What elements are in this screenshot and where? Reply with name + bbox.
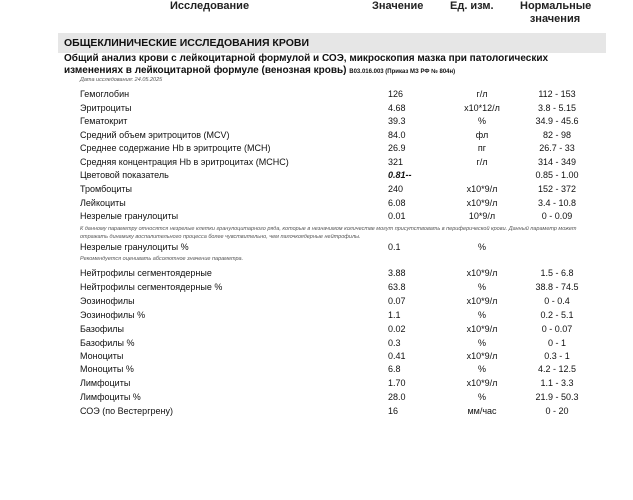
row-name: Средняя концентрация Hb в эритроцитах (MCHC) bbox=[80, 156, 289, 167]
row-value: 28.0 bbox=[388, 392, 406, 402]
row-name: Лимфоциты % bbox=[80, 392, 141, 402]
row-norm: 0 - 0.4 bbox=[544, 296, 570, 306]
row-unit: x10*9/л bbox=[466, 268, 498, 278]
row-name: Лимфоциты bbox=[80, 378, 131, 388]
table-row bbox=[0, 363, 633, 376]
row-norm: 1.1 - 3.3 bbox=[540, 378, 574, 388]
row-norm: 0 - 0.07 bbox=[541, 324, 573, 334]
table-row bbox=[0, 405, 633, 418]
test-title-text: Общий анализ крови с лейкоцитарной формулой и СОЭ, микроскопия мазка при патологических изменениях в лейкоцитарной формуле (венозная кровь) bbox=[64, 53, 549, 76]
test-code: B03.016.003 (Приказ МЗ РФ № 804н) bbox=[349, 69, 456, 75]
row-value-flagged: 0.81-- bbox=[388, 170, 412, 180]
test-title bbox=[64, 53, 609, 78]
row-unit: % bbox=[477, 116, 486, 126]
row-name: СОЭ (по Вестергрену) bbox=[80, 406, 173, 416]
row-value: 0.07 bbox=[388, 296, 406, 306]
table-row bbox=[0, 267, 633, 280]
row-unit: x10*9/л bbox=[466, 351, 498, 361]
row-name: Эритроциты bbox=[80, 102, 132, 113]
row-unit: % bbox=[477, 364, 486, 374]
row-unit: % bbox=[477, 282, 486, 292]
table-row bbox=[0, 323, 633, 336]
row-unit: % bbox=[477, 310, 486, 320]
row-norm: 0.85 - 1.00 bbox=[535, 170, 579, 180]
row-value: 0.02 bbox=[388, 324, 406, 334]
row-unit: г/л bbox=[476, 89, 488, 99]
row-name: Среднее содержание Hb в эритроците (MCH) bbox=[80, 143, 271, 153]
row-name: Базофилы bbox=[80, 324, 124, 334]
row-norm: 38.8 - 74.5 bbox=[535, 282, 579, 292]
row-value: 6.8 bbox=[388, 364, 401, 374]
row-unit: % bbox=[477, 392, 486, 402]
row-unit: 10*9/л bbox=[468, 211, 496, 221]
table-row bbox=[0, 102, 633, 115]
row-name: Лейкоциты bbox=[80, 197, 126, 208]
row-value: 6.08 bbox=[388, 197, 406, 208]
table-row bbox=[0, 391, 633, 404]
table-row bbox=[0, 169, 633, 182]
row-value: 1.1 bbox=[388, 310, 401, 320]
table-row bbox=[0, 210, 633, 223]
table-row bbox=[0, 281, 633, 294]
row-norm: 4.2 - 12.5 bbox=[537, 364, 577, 374]
table-row bbox=[0, 88, 633, 101]
note-absolute-value: Рекомендуется оценивать абсолютное значение параметра. bbox=[80, 256, 244, 262]
column-header-norm-line2: значения bbox=[529, 13, 581, 25]
row-unit: x10*9/л bbox=[466, 324, 498, 334]
row-unit: пг bbox=[477, 143, 487, 153]
row-name: Нейтрофилы сегментоядерные bbox=[80, 268, 212, 278]
row-norm: 152 - 372 bbox=[537, 184, 577, 194]
row-norm: 0 - 0.09 bbox=[541, 211, 573, 221]
column-header-study: Исследование bbox=[170, 0, 250, 12]
row-name: Незрелые гранулоциты % bbox=[80, 242, 189, 252]
table-row bbox=[0, 129, 633, 142]
section-title: ОБЩЕКЛИНИЧЕСКИЕ ИССЛЕДОВАНИЯ КРОВИ bbox=[64, 37, 309, 49]
row-name: Эозинофилы bbox=[80, 296, 135, 306]
row-norm: 0.3 - 1 bbox=[544, 351, 570, 361]
row-value: 0.41 bbox=[388, 351, 406, 361]
row-name: Гемоглобин bbox=[80, 89, 130, 99]
table-row bbox=[0, 183, 633, 196]
row-value: 240 bbox=[388, 184, 404, 194]
row-norm: 82 - 98 bbox=[542, 129, 572, 140]
row-norm: 21.9 - 50.3 bbox=[535, 392, 579, 402]
table-row bbox=[0, 295, 633, 308]
row-norm: 1.5 - 6.8 bbox=[540, 268, 574, 278]
row-name: Незрелые гранулоциты bbox=[80, 211, 179, 221]
row-unit: г/л bbox=[476, 156, 488, 167]
table-row bbox=[0, 309, 633, 322]
row-value: 0.01 bbox=[388, 211, 406, 221]
row-norm: 26.7 - 33 bbox=[539, 143, 575, 153]
row-value: 16 bbox=[388, 406, 399, 416]
row-norm: 3.8 - 5.15 bbox=[537, 102, 577, 113]
row-unit: x10*12/л bbox=[464, 102, 500, 113]
row-value: 1.70 bbox=[388, 378, 406, 388]
row-unit: x10*9/л bbox=[466, 197, 498, 208]
table-row bbox=[0, 156, 633, 169]
row-name: Тромбоциты bbox=[80, 184, 133, 194]
row-norm: 3.4 - 10.8 bbox=[537, 197, 577, 208]
test-date: Дата исследования: 24.05.2025 bbox=[80, 77, 163, 83]
row-value: 126 bbox=[388, 89, 404, 99]
row-unit: x10*9/л bbox=[466, 296, 498, 306]
row-unit: x10*9/л bbox=[466, 378, 498, 388]
row-norm: 34.9 - 45.6 bbox=[535, 116, 579, 126]
column-header-value: Значение bbox=[372, 0, 424, 12]
row-name: Цветовой показатель bbox=[80, 170, 169, 180]
table-row bbox=[0, 197, 633, 210]
row-name: Гематокрит bbox=[80, 116, 128, 126]
row-value: 39.3 bbox=[388, 116, 406, 126]
row-value: 84.0 bbox=[388, 129, 406, 140]
row-unit: x10*9/л bbox=[466, 184, 498, 194]
column-header-norm bbox=[520, 0, 590, 26]
row-name: Эозинофилы % bbox=[80, 310, 146, 320]
row-norm: 0 - 20 bbox=[545, 406, 569, 416]
row-value: 321 bbox=[388, 156, 404, 167]
row-unit: мм/час bbox=[467, 406, 497, 416]
row-value: 26.9 bbox=[388, 143, 406, 153]
row-value: 0.3 bbox=[388, 338, 401, 348]
column-header-norm-line1: Нормальные bbox=[520, 0, 592, 12]
column-header-unit: Ед. изм. bbox=[450, 0, 494, 12]
row-norm: 0.2 - 5.1 bbox=[540, 310, 574, 320]
table-row bbox=[0, 377, 633, 390]
row-value: 0.1 bbox=[388, 242, 401, 252]
row-value: 3.88 bbox=[388, 268, 406, 278]
note-immature-granulocytes: К данному параметру относятся незрелые клетки гранулоцитарного ряда, которые в незначимом количестве могут присутствовать в периферической крови. Данный параметр может отражать динамику воспалительного процесса более чувствительно, чем палочкоядерные нейтрофилы. bbox=[80, 226, 577, 240]
table-row bbox=[0, 337, 633, 350]
row-unit: % bbox=[477, 242, 486, 252]
table-row bbox=[0, 142, 633, 155]
row-unit: % bbox=[477, 338, 486, 348]
row-unit: фл bbox=[475, 129, 489, 140]
row-norm: 0 - 1 bbox=[547, 338, 566, 348]
row-norm: 112 - 153 bbox=[538, 89, 576, 99]
row-norm: 314 - 349 bbox=[537, 156, 577, 167]
table-row bbox=[0, 241, 633, 254]
row-name: Моноциты % bbox=[80, 364, 134, 374]
table-row bbox=[0, 115, 633, 128]
row-value: 63.8 bbox=[388, 282, 406, 292]
row-name: Базофилы % bbox=[80, 338, 135, 348]
row-value: 4.68 bbox=[388, 102, 406, 113]
table-row bbox=[0, 350, 633, 363]
row-name: Нейтрофилы сегментоядерные % bbox=[80, 282, 223, 292]
row-name: Средний объем эритроцитов (MCV) bbox=[80, 129, 230, 140]
row-name: Моноциты bbox=[80, 351, 124, 361]
